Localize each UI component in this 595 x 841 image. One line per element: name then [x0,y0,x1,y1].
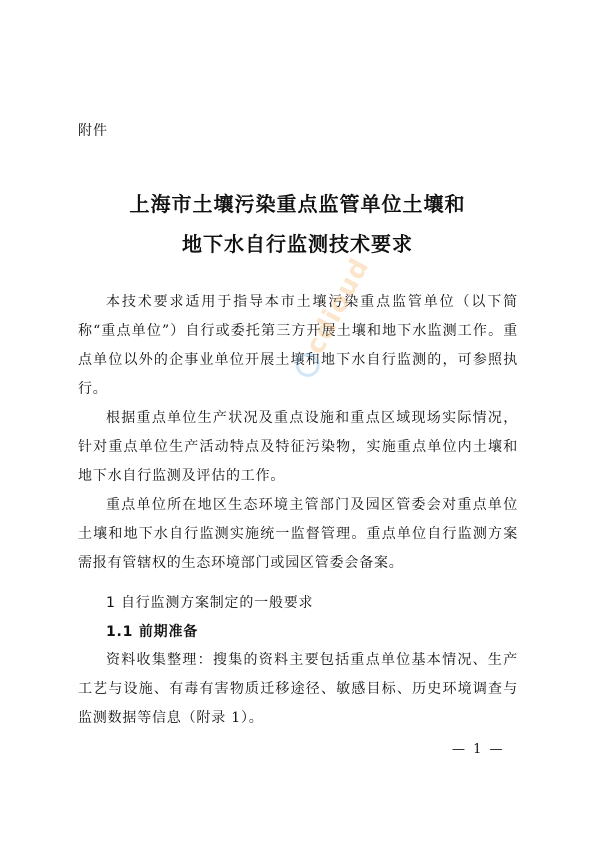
paragraph-supervision: 重点单位所在地区生态环境主管部门及园区管委会对重点单位土壤和地下水自行监测实施统一监督管理。重点单位自行监测方案需报有管辖权的生态环境部门或园区管委会备案。 [78,497,518,571]
paragraph-scope: 本技术要求适用于指导本市土壤污染重点监管单位（以下简称“重点单位”）自行或委托第三方开展土壤和地下水监测工作。重点单位以外的企事业单位开展土壤和地下水自行监测的，可参照执行。 [78,294,518,397]
watermark-text: cdioud [300,253,376,360]
paragraph-basis: 根据重点单位生产状况及重点设施和重点区域现场实际情况，针对重点单位生产活动特点及特征污染物，实施重点单位内土壤和地下水自行监测及评估的工作。 [78,410,518,484]
section-1-1-heading: 1.1 前期准备 [106,624,199,640]
page-number: — 1 — [452,742,505,757]
document-title-line-1: 上海市土壤污染重点监管单位土壤和 [129,192,466,216]
section-1-heading: 1 自行监测方案制定的一般要求 [106,595,314,611]
document-body [78,288,518,578]
document-title-line-2: 地下水自行监测技术要求 [182,232,413,256]
attachment-label: 附件 [78,123,108,139]
section-1-1-body [78,646,518,733]
paragraph-data-collection: 资料收集整理：搜集的资料主要包括重点单位基本情况、生产工艺与设施、有毒有害物质迁移途径、敏感目标、历史环境调查与监测数据等信息（附录 1）。 [78,652,518,726]
